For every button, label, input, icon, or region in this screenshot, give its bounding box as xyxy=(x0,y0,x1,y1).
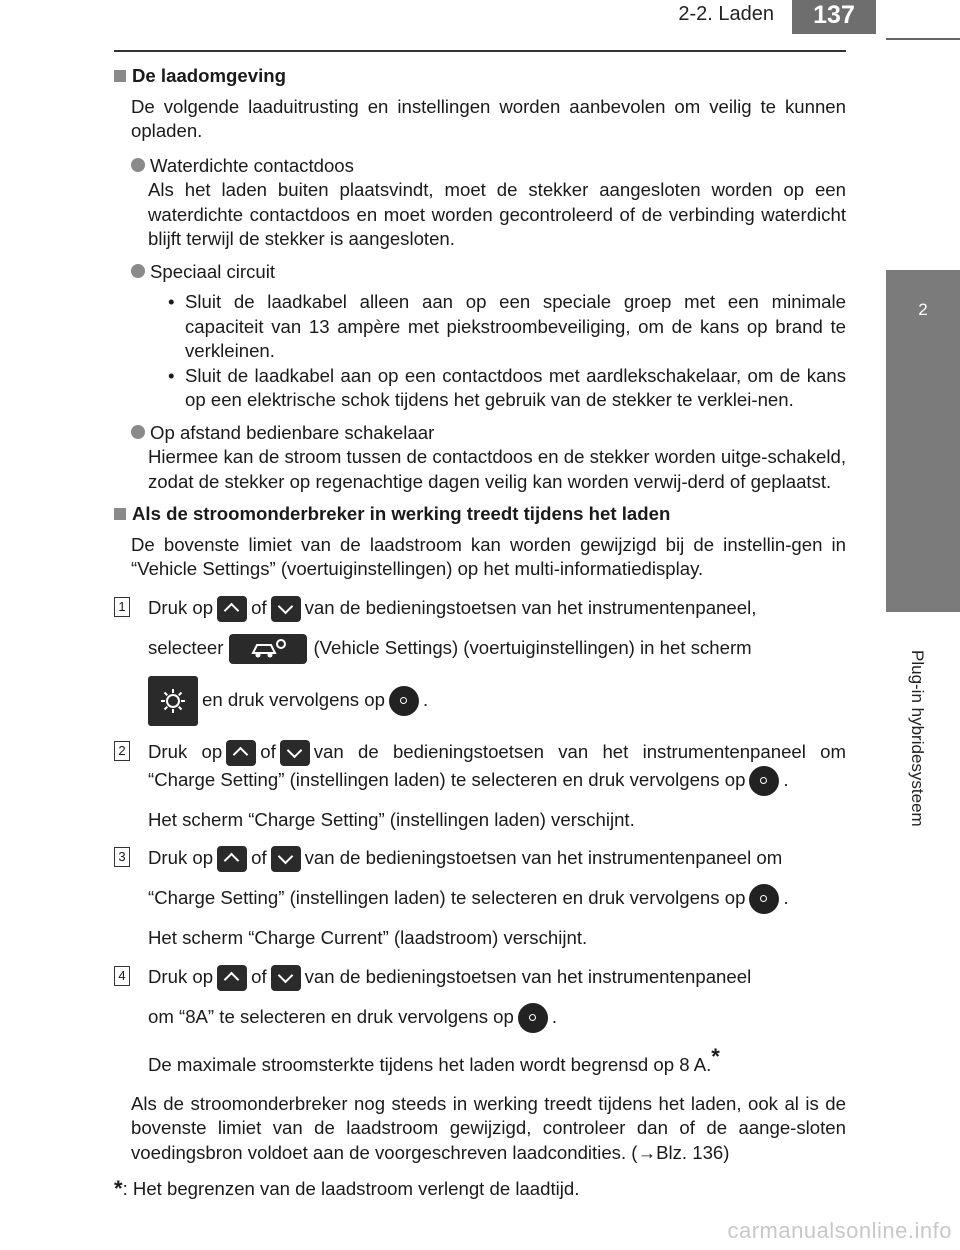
step-number: 3 xyxy=(114,847,130,867)
section-intro-1: De volgende laaduitrusting en instellingen worden aanbevolen om veilig te kunnen opladen. xyxy=(131,95,846,141)
footnote-marker: * xyxy=(711,1043,720,1069)
ok-button-icon xyxy=(518,1003,548,1033)
step-number: 4 xyxy=(114,966,130,986)
circle-bullet-icon xyxy=(131,425,145,439)
sub-list-item: • Sluit de laadkabel alleen aan op een speciale groep met een minimale capaciteit van 13 ampère met piekstroombeveiliging, om de kans op brand te verkleinen. xyxy=(165,290,846,364)
chevron-up-icon xyxy=(217,846,247,872)
chapter-number: 2 xyxy=(918,300,928,319)
chevron-down-icon xyxy=(280,740,310,766)
section-heading-2: Als de stroomonderbreker in werking treedt tijdens het laden xyxy=(114,502,846,527)
section-title: 2-2. Laden xyxy=(678,3,774,25)
step-3: 3 Druk op of van de bedieningstoetsen van het instrumentenpaneel om “Charge Setting” (instellingen laden) te selecteren en druk vervolgens op . Het scherm “Charge Current” (laadstroom) verschijnt. xyxy=(114,846,846,951)
chapter-title-text: Plug-in hybridesysteem xyxy=(908,650,927,827)
gear-icon xyxy=(148,676,198,726)
square-bullet-icon xyxy=(114,70,126,82)
step-4: 4 Druk op of van de bedieningstoetsen van het instrumentenpaneel om “8A” te selecteren en druk vervolgens op . De maximale stroomsterkte tijdens het laden wordt begrensd op 8 A.* xyxy=(114,965,846,1078)
page-number: 137 xyxy=(792,0,876,34)
step-1: 1 Druk op of van de bedieningstoetsen van het instrumentenpaneel, selecteer (Vehicle Settings) (voertuiginstellingen) in het scherm en druk vervolgens op . xyxy=(114,596,846,726)
ok-button-icon xyxy=(749,884,779,914)
circle-bullet-icon xyxy=(131,158,145,172)
step-number: 2 xyxy=(114,741,130,761)
chevron-down-icon xyxy=(271,965,301,991)
footnote: *: Het begrenzen van de laadstroom verlengt de laadtijd. xyxy=(114,1176,580,1202)
chapter-tab xyxy=(886,270,960,612)
side-rule xyxy=(886,38,960,40)
bullet-item-2: Speciaal circuit • Sluit de laadkabel alleen aan op een speciale groep met een minimale capaciteit van 13 ampère met piekstroombeveiliging, om de kans op brand te verkleinen. • Sluit de laadkabel aan op een contactdoos met aardlekschakelaar, om de kans op een elektrische schok tijdens het gebruik van de stekker te verklei-nen. xyxy=(131,260,846,413)
vehicle-settings-icon xyxy=(229,634,307,664)
note-paragraph: Als de stroomonderbreker nog steeds in werking treedt tijdens het laden, ook al is de bovenste limiet van de laadstroom gewijzigd, controleer dan of de aange-sloten voedingsbron voldoet aan de voorgeschreven laadcondities. (→Blz. 136) xyxy=(131,1092,846,1163)
chevron-up-icon xyxy=(226,740,256,766)
step-2: 2 Druk op of van de bedieningstoetsen van het instrumentenpaneel om “Charge Setting” (instellingen laden) te selecteren en druk vervolgens op . Het scherm “Charge Setting” (instellingen laden) verschijnt. xyxy=(114,740,846,833)
header-rule xyxy=(114,50,846,52)
chevron-up-icon xyxy=(217,596,247,622)
sub-list-item: • Sluit de laadkabel aan op een contactdoos met aardlekschakelaar, om de kans op een elektrische schok tijdens het gebruik van de stekker te verklei-nen. xyxy=(165,364,846,413)
step-number: 1 xyxy=(114,597,130,617)
main-content xyxy=(114,64,846,1202)
watermark: carmanualsonline.info xyxy=(727,1218,952,1243)
chevron-down-icon xyxy=(271,596,301,622)
bullet-item-1: Waterdichte contactdoos Als het laden buiten plaatsvindt, moet de stekker aangesloten worden op een waterdichte contactdoos en moet worden gecontroleerd of de verbinding waterdicht blijft terwijl de stekker is aangesloten. xyxy=(131,154,846,252)
circle-bullet-icon xyxy=(131,264,145,278)
footnote-star: * xyxy=(114,1176,123,1202)
ok-button-icon xyxy=(389,686,419,716)
section-intro-2: De bovenste limiet van de laadstroom kan worden gewijzigd bij de instellin-gen in “Vehicle Settings” (voertuiginstellingen) op het multi-informatiedisplay. xyxy=(131,533,846,579)
chevron-up-icon xyxy=(217,965,247,991)
bullet-item-3: Op afstand bedienbare schakelaar Hiermee kan de stroom tussen de contactdoos en de stekker worden uitge-schakeld, zodat de stekker op regenachtige dagen veilig kan worden verwij-derd of geplaatst. xyxy=(131,421,846,495)
section-heading-1: De laadomgeving xyxy=(114,64,846,89)
ok-button-icon xyxy=(749,766,779,796)
sub-list xyxy=(165,290,846,413)
chevron-down-icon xyxy=(271,846,301,872)
square-bullet-icon xyxy=(114,508,126,520)
